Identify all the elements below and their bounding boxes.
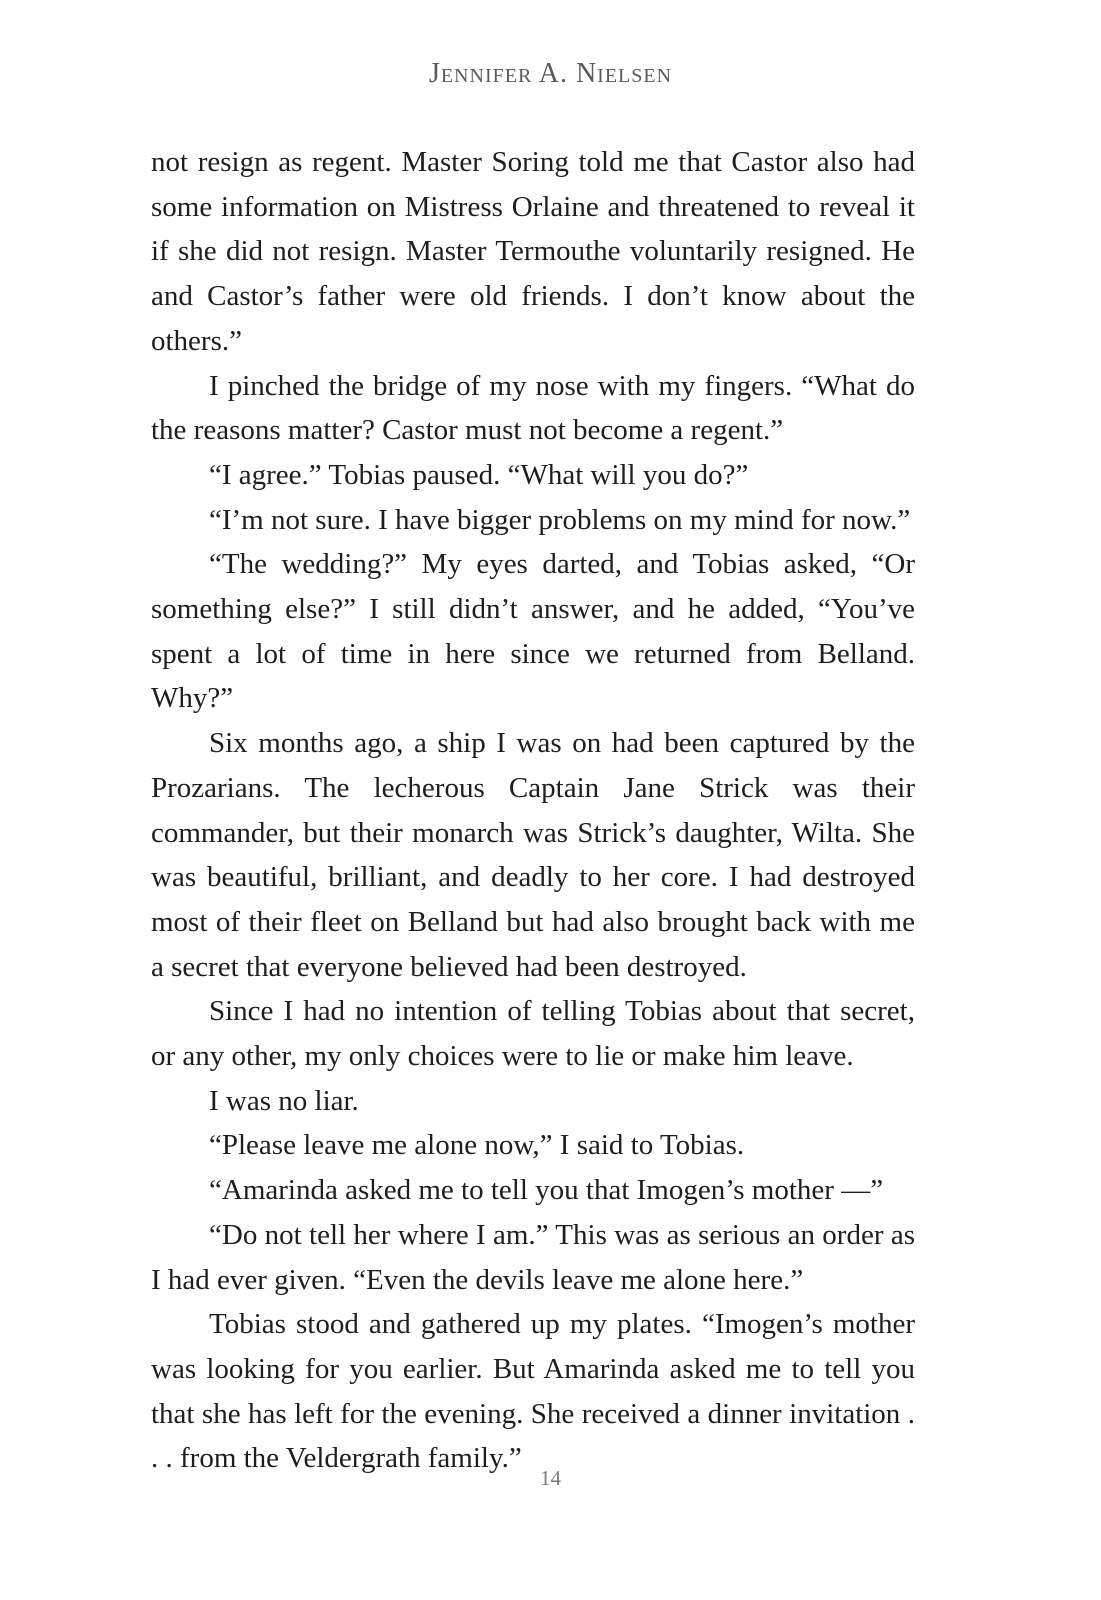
body-text (151, 140, 915, 1481)
paragraph: “I agree.” Tobias paused. “What will you do?” (209, 458, 749, 491)
running-head: Jennifer A. Nielsen (428, 58, 673, 89)
page-number: 14 (540, 1466, 561, 1490)
paragraph: “The wedding?” My eyes darted, and Tobias asked, “Or something else?” I still didn’t answer, and he added, “You’ve spent a lot of time in here since we returned from Belland. Why?” (151, 548, 915, 715)
paragraph: “Do not tell her where I am.” This was as serious an order as I had ever given. “Even the devils leave me alone here.” (151, 1218, 915, 1296)
paragraph: “Amarinda asked me to tell you that Imogen’s mother —” (209, 1174, 884, 1207)
paragraph: Tobias stood and gathered up my plates. “Imogen’s mother was looking for you earlier. But Amarinda asked me to tell you that she has left for the evening. She received a dinner invitation . . . from the Veldergrath family.” (151, 1308, 915, 1475)
paragraph: I pinched the bridge of my nose with my fingers. “What do the reasons matter? Castor must not become a regent.” (151, 369, 915, 447)
paragraph: I was no liar. (209, 1084, 359, 1117)
paragraph: “I’m not sure. I have bigger problems on my mind for now.” (209, 503, 911, 536)
paragraph: not resign as regent. Master Soring told me that Castor also had some information on Mistress Orlaine and threatened to reveal it if she did not resign. Master Termouthe voluntarily resigned. He and Castor’s father were old friends. I don’t know about the others.” (151, 146, 915, 357)
paragraph: Six months ago, a ship I was on had been captured by the Prozarians. The lecherous Captain Jane Strick was their commander, but their monarch was Strick’s daughter, Wilta. She was beautiful, brilliant, and deadly to her core. I had destroyed most of their fleet on Belland but had also brought back with me a secret that everyone believed had been destroyed. (151, 727, 915, 983)
paragraph: Since I had no intention of telling Tobias about that secret, or any other, my only choices were to lie or make him leave. (151, 995, 915, 1073)
paragraph: “Please leave me alone now,” I said to Tobias. (209, 1129, 745, 1162)
